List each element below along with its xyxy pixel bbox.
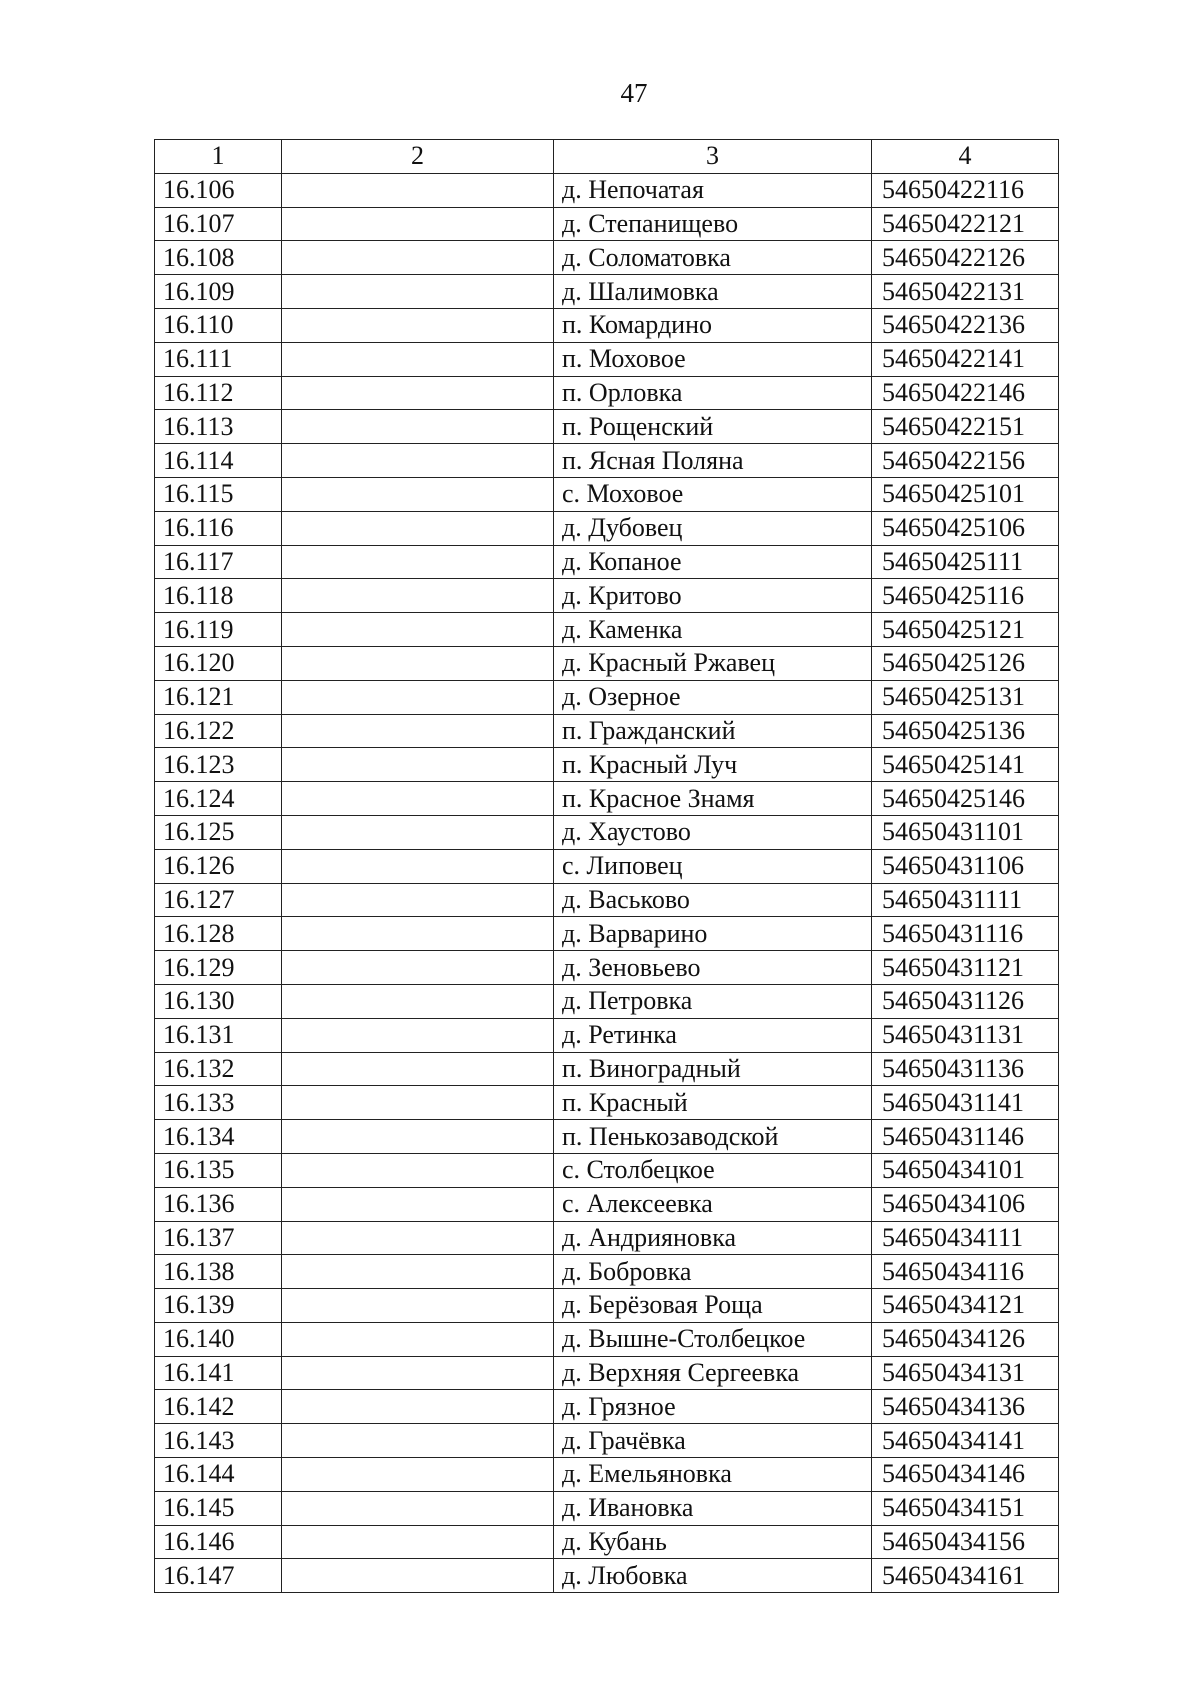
row-number-cell: 16.117	[155, 545, 282, 579]
header-cell-col-3: 3	[554, 140, 872, 174]
table-row	[155, 545, 1059, 579]
oktmo-code-cell: 54650431111	[872, 883, 1059, 917]
empty-cell	[282, 1052, 554, 1086]
header-cell-col-4: 4	[872, 140, 1059, 174]
empty-cell	[282, 1390, 554, 1424]
oktmo-code-cell: 54650431146	[872, 1120, 1059, 1154]
settlement-name-cell: п. Красный	[554, 1086, 872, 1120]
settlement-name-cell: д. Соломатовка	[554, 241, 872, 275]
row-number-cell: 16.120	[155, 646, 282, 680]
empty-cell	[282, 883, 554, 917]
header-row	[155, 140, 1059, 174]
empty-cell	[282, 241, 554, 275]
settlement-name-cell: д. Емельяновка	[554, 1458, 872, 1492]
oktmo-code-cell: 54650425136	[872, 714, 1059, 748]
table-row	[155, 1255, 1059, 1289]
empty-cell	[282, 984, 554, 1018]
oktmo-code-cell: 54650434126	[872, 1322, 1059, 1356]
empty-cell	[282, 173, 554, 207]
empty-cell	[282, 613, 554, 647]
settlement-name-cell: п. Гражданский	[554, 714, 872, 748]
empty-cell	[282, 815, 554, 849]
row-number-cell: 16.140	[155, 1322, 282, 1356]
settlement-name-cell: д. Грачёвка	[554, 1424, 872, 1458]
table-row	[155, 1525, 1059, 1559]
row-number-cell: 16.137	[155, 1221, 282, 1255]
table-row	[155, 917, 1059, 951]
settlement-name-cell: д. Критово	[554, 579, 872, 613]
oktmo-code-cell: 54650434121	[872, 1289, 1059, 1323]
empty-cell	[282, 1221, 554, 1255]
empty-cell	[282, 1255, 554, 1289]
settlement-name-cell: д. Непочатая	[554, 173, 872, 207]
table-row	[155, 173, 1059, 207]
table-row	[155, 376, 1059, 410]
empty-cell	[282, 1018, 554, 1052]
oktmo-code-cell: 54650434116	[872, 1255, 1059, 1289]
table-row	[155, 511, 1059, 545]
empty-cell	[282, 1153, 554, 1187]
row-number-cell: 16.129	[155, 951, 282, 985]
settlement-name-cell: д. Андрияновка	[554, 1221, 872, 1255]
table-row	[155, 1424, 1059, 1458]
settlement-name-cell: д. Любовка	[554, 1559, 872, 1593]
row-number-cell: 16.139	[155, 1289, 282, 1323]
oktmo-code-cell: 54650434101	[872, 1153, 1059, 1187]
table-row	[155, 613, 1059, 647]
oktmo-code-cell: 54650434161	[872, 1559, 1059, 1593]
settlement-name-cell: с. Липовец	[554, 849, 872, 883]
table-row	[155, 984, 1059, 1018]
oktmo-code-cell: 54650422131	[872, 275, 1059, 309]
row-number-cell: 16.144	[155, 1458, 282, 1492]
table-row	[155, 579, 1059, 613]
settlement-name-cell: д. Вышне-Столбецкое	[554, 1322, 872, 1356]
settlement-name-cell: п. Пенькозаводской	[554, 1120, 872, 1154]
empty-cell	[282, 376, 554, 410]
settlement-name-cell: д. Степанищево	[554, 207, 872, 241]
table-row	[155, 410, 1059, 444]
empty-cell	[282, 477, 554, 511]
oktmo-code-cell: 54650431141	[872, 1086, 1059, 1120]
row-number-cell: 16.146	[155, 1525, 282, 1559]
header-cell-col-2: 2	[282, 140, 554, 174]
table-row	[155, 207, 1059, 241]
row-number-cell: 16.131	[155, 1018, 282, 1052]
table-body	[155, 173, 1059, 1592]
settlement-name-cell: д. Ретинка	[554, 1018, 872, 1052]
oktmo-code-cell: 54650422151	[872, 410, 1059, 444]
table-row	[155, 1086, 1059, 1120]
table-row	[155, 1052, 1059, 1086]
oktmo-code-cell: 54650434131	[872, 1356, 1059, 1390]
row-number-cell: 16.122	[155, 714, 282, 748]
empty-cell	[282, 748, 554, 782]
settlement-name-cell: п. Красное Знамя	[554, 782, 872, 816]
settlement-name-cell: д. Копаное	[554, 545, 872, 579]
table-row	[155, 1390, 1059, 1424]
table-row	[155, 1221, 1059, 1255]
row-number-cell: 16.142	[155, 1390, 282, 1424]
table-row	[155, 646, 1059, 680]
empty-cell	[282, 680, 554, 714]
settlement-name-cell: д. Грязное	[554, 1390, 872, 1424]
oktmo-code-cell: 54650425101	[872, 477, 1059, 511]
settlement-name-cell: д. Зеновьево	[554, 951, 872, 985]
table-row	[155, 1491, 1059, 1525]
oktmo-code-cell: 54650422146	[872, 376, 1059, 410]
empty-cell	[282, 1424, 554, 1458]
empty-cell	[282, 545, 554, 579]
row-number-cell: 16.125	[155, 815, 282, 849]
oktmo-code-cell: 54650425126	[872, 646, 1059, 680]
settlement-name-cell: д. Петровка	[554, 984, 872, 1018]
oktmo-code-cell: 54650425116	[872, 579, 1059, 613]
oktmo-code-cell: 54650422141	[872, 342, 1059, 376]
table-row	[155, 680, 1059, 714]
table-row	[155, 241, 1059, 275]
empty-cell	[282, 917, 554, 951]
table-row	[155, 1322, 1059, 1356]
table-row	[155, 1153, 1059, 1187]
table-header	[155, 140, 1059, 174]
empty-cell	[282, 1356, 554, 1390]
settlement-name-cell: д. Дубовец	[554, 511, 872, 545]
row-number-cell: 16.130	[155, 984, 282, 1018]
row-number-cell: 16.124	[155, 782, 282, 816]
empty-cell	[282, 1322, 554, 1356]
row-number-cell: 16.112	[155, 376, 282, 410]
row-number-cell: 16.108	[155, 241, 282, 275]
settlement-name-cell: д. Верхняя Сергеевка	[554, 1356, 872, 1390]
empty-cell	[282, 951, 554, 985]
table-row	[155, 815, 1059, 849]
oktmo-code-cell: 54650431106	[872, 849, 1059, 883]
oktmo-code-cell: 54650431126	[872, 984, 1059, 1018]
oktmo-code-cell: 54650431131	[872, 1018, 1059, 1052]
settlement-name-cell: п. Красный Луч	[554, 748, 872, 782]
empty-cell	[282, 782, 554, 816]
empty-cell	[282, 1458, 554, 1492]
oktmo-code-cell: 54650434146	[872, 1458, 1059, 1492]
settlement-name-cell: д. Васьково	[554, 883, 872, 917]
page-number: 47	[620, 78, 648, 108]
oktmo-code-cell: 54650431101	[872, 815, 1059, 849]
empty-cell	[282, 579, 554, 613]
row-number-cell: 16.143	[155, 1424, 282, 1458]
settlement-name-cell: п. Виноградный	[554, 1052, 872, 1086]
table-row	[155, 1289, 1059, 1323]
settlement-name-cell: д. Каменка	[554, 613, 872, 647]
settlement-name-cell: п. Моховое	[554, 342, 872, 376]
oktmo-code-cell: 54650431121	[872, 951, 1059, 985]
row-number-cell: 16.141	[155, 1356, 282, 1390]
oktmo-code-cell: 54650422121	[872, 207, 1059, 241]
empty-cell	[282, 308, 554, 342]
row-number-cell: 16.126	[155, 849, 282, 883]
table-row	[155, 951, 1059, 985]
empty-cell	[282, 1491, 554, 1525]
row-number-cell: 16.116	[155, 511, 282, 545]
settlement-name-cell: д. Кубань	[554, 1525, 872, 1559]
oktmo-code-cell: 54650434106	[872, 1187, 1059, 1221]
table-row	[155, 477, 1059, 511]
row-number-cell: 16.127	[155, 883, 282, 917]
settlement-name-cell: д. Варварино	[554, 917, 872, 951]
table-row	[155, 1559, 1059, 1593]
row-number-cell: 16.110	[155, 308, 282, 342]
table-row	[155, 1120, 1059, 1154]
settlement-name-cell: п. Орловка	[554, 376, 872, 410]
settlement-name-cell: с. Моховое	[554, 477, 872, 511]
row-number-cell: 16.115	[155, 477, 282, 511]
settlement-name-cell: д. Шалимовка	[554, 275, 872, 309]
oktmo-code-cell: 54650431116	[872, 917, 1059, 951]
settlement-name-cell: п. Рощенский	[554, 410, 872, 444]
row-number-cell: 16.123	[155, 748, 282, 782]
row-number-cell: 16.145	[155, 1491, 282, 1525]
oktmo-code-cell: 54650422126	[872, 241, 1059, 275]
empty-cell	[282, 1559, 554, 1593]
row-number-cell: 16.135	[155, 1153, 282, 1187]
empty-cell	[282, 342, 554, 376]
table-row	[155, 444, 1059, 478]
table-row	[155, 1187, 1059, 1221]
oktmo-code-cell: 54650434151	[872, 1491, 1059, 1525]
settlement-name-cell: п. Ясная Поляна	[554, 444, 872, 478]
oktmo-code-cell: 54650425121	[872, 613, 1059, 647]
oktmo-code-cell: 54650434141	[872, 1424, 1059, 1458]
oktmo-code-cell: 54650422136	[872, 308, 1059, 342]
row-number-cell: 16.128	[155, 917, 282, 951]
settlement-name-cell: д. Берёзовая Роща	[554, 1289, 872, 1323]
header-cell-col-1: 1	[155, 140, 282, 174]
settlement-name-cell: д. Бобровка	[554, 1255, 872, 1289]
table-row	[155, 782, 1059, 816]
row-number-cell: 16.138	[155, 1255, 282, 1289]
empty-cell	[282, 849, 554, 883]
empty-cell	[282, 1120, 554, 1154]
row-number-cell: 16.106	[155, 173, 282, 207]
empty-cell	[282, 1086, 554, 1120]
settlements-table	[154, 139, 1059, 1593]
row-number-cell: 16.121	[155, 680, 282, 714]
oktmo-code-cell: 54650431136	[872, 1052, 1059, 1086]
empty-cell	[282, 207, 554, 241]
oktmo-code-cell: 54650425141	[872, 748, 1059, 782]
empty-cell	[282, 511, 554, 545]
row-number-cell: 16.133	[155, 1086, 282, 1120]
settlement-name-cell: д. Озерное	[554, 680, 872, 714]
empty-cell	[282, 1187, 554, 1221]
row-number-cell: 16.114	[155, 444, 282, 478]
oktmo-code-cell: 54650425131	[872, 680, 1059, 714]
table-row	[155, 748, 1059, 782]
table-row	[155, 883, 1059, 917]
row-number-cell: 16.119	[155, 613, 282, 647]
row-number-cell: 16.109	[155, 275, 282, 309]
empty-cell	[282, 1289, 554, 1323]
empty-cell	[282, 646, 554, 680]
row-number-cell: 16.111	[155, 342, 282, 376]
oktmo-code-cell: 54650422116	[872, 173, 1059, 207]
table-row	[155, 308, 1059, 342]
oktmo-code-cell: 54650434136	[872, 1390, 1059, 1424]
table-row	[155, 849, 1059, 883]
oktmo-code-cell: 54650425146	[872, 782, 1059, 816]
row-number-cell: 16.132	[155, 1052, 282, 1086]
row-number-cell: 16.134	[155, 1120, 282, 1154]
settlement-name-cell: д. Хаустово	[554, 815, 872, 849]
settlement-name-cell: с. Алексеевка	[554, 1187, 872, 1221]
empty-cell	[282, 1525, 554, 1559]
row-number-cell: 16.107	[155, 207, 282, 241]
settlement-name-cell: д. Ивановка	[554, 1491, 872, 1525]
row-number-cell: 16.147	[155, 1559, 282, 1593]
table-row	[155, 1018, 1059, 1052]
empty-cell	[282, 444, 554, 478]
settlement-name-cell: п. Комардино	[554, 308, 872, 342]
settlement-name-cell: с. Столбецкое	[554, 1153, 872, 1187]
oktmo-code-cell: 54650434156	[872, 1525, 1059, 1559]
empty-cell	[282, 275, 554, 309]
empty-cell	[282, 410, 554, 444]
oktmo-code-cell: 54650425106	[872, 511, 1059, 545]
table-row	[155, 275, 1059, 309]
empty-cell	[282, 714, 554, 748]
oktmo-code-cell: 54650425111	[872, 545, 1059, 579]
table-row	[155, 1458, 1059, 1492]
table-row	[155, 1356, 1059, 1390]
table-row	[155, 342, 1059, 376]
oktmo-code-cell: 54650422156	[872, 444, 1059, 478]
oktmo-code-cell: 54650434111	[872, 1221, 1059, 1255]
row-number-cell: 16.118	[155, 579, 282, 613]
row-number-cell: 16.136	[155, 1187, 282, 1221]
table-row	[155, 714, 1059, 748]
settlement-name-cell: д. Красный Ржавец	[554, 646, 872, 680]
row-number-cell: 16.113	[155, 410, 282, 444]
